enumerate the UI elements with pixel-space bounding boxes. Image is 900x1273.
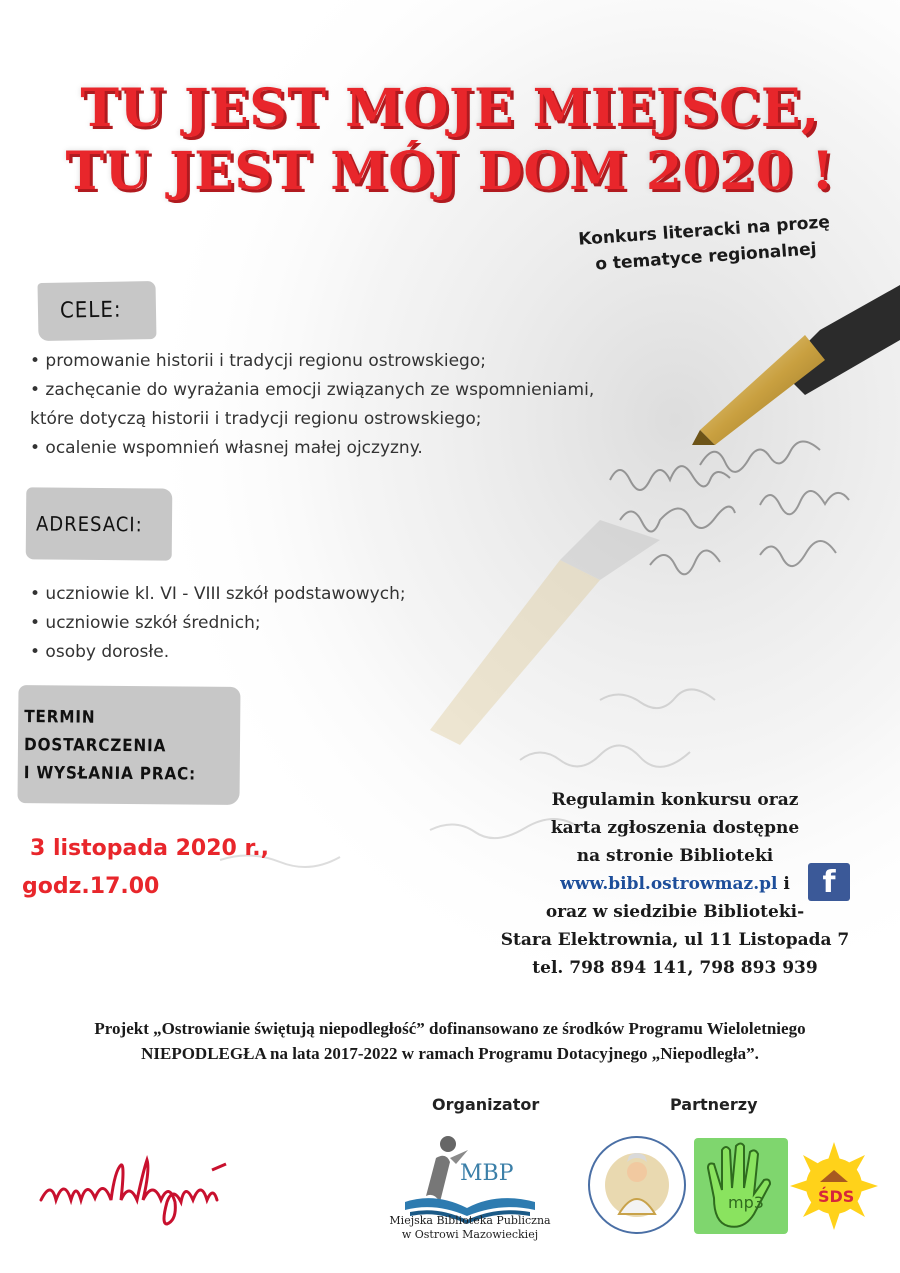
info-line-6: Stara Elektrownia, ul 11 Listopada 7 bbox=[500, 930, 850, 950]
info-line-5: oraz w siedzibie Biblioteki- bbox=[545, 902, 805, 922]
mp3-hand-logo bbox=[694, 1138, 788, 1234]
cele-item: • zachęcanie do wyrażania emocji związanych ze wspomnieniami, bbox=[30, 380, 595, 400]
info-line-1: Regulamin konkursu oraz bbox=[551, 790, 799, 810]
rules-info bbox=[490, 786, 860, 982]
library-website-link[interactable]: www.bibl.ostrowmaz.pl bbox=[560, 874, 778, 894]
cele-list bbox=[30, 347, 594, 463]
project-line-2: NIEPODLEGŁA na lata 2017-2022 w ramach Programu Dotacyjnego „Niepodległa”. bbox=[141, 1044, 759, 1063]
termin-line-1: TERMIN bbox=[24, 707, 96, 728]
project-funding-note bbox=[10, 1016, 890, 1066]
cele-item: • ocalenie wspomnień własnej małej ojczyzny. bbox=[30, 438, 423, 458]
subtitle-line-2: o tematyce regionalnej bbox=[594, 239, 818, 275]
info-link-suffix: i bbox=[777, 874, 790, 894]
project-line-1: Projekt „Ostrowianie świętują niepodległość” dofinansowano ze środków Programu Wieloletniego bbox=[94, 1019, 806, 1038]
title-line-2: TU JEST MÓJ DOM 2020 ! bbox=[65, 141, 835, 202]
cele-item: • promowanie historii i tradycji regionu ostrowskiego; bbox=[30, 351, 486, 371]
hand-text: mp3 bbox=[728, 1193, 764, 1212]
facebook-icon[interactable]: f bbox=[808, 863, 850, 901]
info-line-3: na stronie Biblioteki bbox=[576, 846, 774, 866]
mbp-caption-line-2: w Ostrowi Mazowieckiej bbox=[401, 1228, 539, 1241]
adresaci-label: ADRESACI: bbox=[35, 511, 143, 537]
sds-sun-logo bbox=[790, 1142, 878, 1230]
hand-icon bbox=[694, 1138, 788, 1234]
adresaci-item: • uczniowie szkół średnich; bbox=[30, 613, 261, 633]
adresaci-item: • osoby dorosłe. bbox=[30, 642, 170, 662]
deadline-date: 3 listopada 2020 r., bbox=[30, 836, 269, 861]
cele-label-box bbox=[38, 281, 157, 341]
termin-line-2: DOSTARCZENIA bbox=[23, 735, 167, 757]
subtitle-line-1: Konkurs literacki na prozę bbox=[577, 212, 831, 250]
sun-text: ŚDS bbox=[818, 1187, 855, 1206]
mbp-abbr: MBP bbox=[460, 1161, 514, 1186]
info-link-row bbox=[490, 870, 860, 898]
adresaci-label-box bbox=[26, 487, 173, 560]
termin-line-3: I WYSŁANIA PRAC: bbox=[23, 763, 197, 785]
mbp-caption bbox=[380, 1214, 560, 1242]
adresaci-item: • uczniowie kl. VI - VIII szkół podstawowych; bbox=[30, 584, 406, 604]
deadline-time: godz.17.00 bbox=[22, 874, 160, 899]
school-seal-logo bbox=[586, 1134, 688, 1236]
title-line-1: TU JEST MOJE MIEJSCE, bbox=[80, 78, 820, 139]
organizator-label: Organizator bbox=[432, 1095, 540, 1114]
info-line-7: tel. 798 894 141, 798 893 939 bbox=[532, 958, 818, 978]
termin-label-box bbox=[17, 685, 240, 805]
partnerzy-label: Partnerzy bbox=[670, 1095, 758, 1114]
cele-label: CELE: bbox=[59, 297, 122, 324]
info-line-2: karta zgłoszenia dostępne bbox=[550, 818, 800, 838]
niepodlegla-logo bbox=[36, 1150, 336, 1230]
cele-item: które dotyczą historii i tradycji regionu ostrowskiego; bbox=[30, 409, 482, 429]
adresaci-list bbox=[30, 580, 406, 667]
mbp-caption-line-1: Miejska Biblioteka Publiczna bbox=[389, 1214, 551, 1227]
